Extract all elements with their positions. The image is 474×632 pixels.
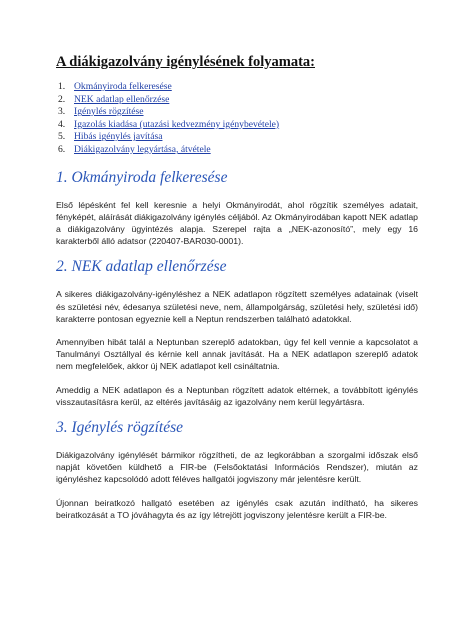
toc-item[interactable] [56,144,418,157]
toc-item[interactable] [56,119,418,132]
toc-number: 5. [58,131,66,143]
toc-item[interactable] [56,81,418,94]
table-of-contents [56,81,418,157]
toc-link-hibas-igenyles[interactable]: Hibás igénylés javítása [74,131,163,143]
toc-item[interactable] [56,106,418,119]
toc-item[interactable] [56,94,418,107]
toc-number: 4. [58,118,66,130]
toc-number: 3. [58,106,66,118]
toc-number: 6. [58,143,66,155]
toc-number: 1. [58,81,66,92]
toc-link-legyartas-atvetel[interactable]: Diákigazolvány legyártása, átvétele [74,143,211,155]
toc-item[interactable] [56,131,418,144]
section-heading: 1. Okmányiroda felkeresése [56,168,228,186]
toc-link-okmanyiroda[interactable]: Okmányiroda felkeresése [74,81,172,92]
section-igenyles-rogzitese [56,419,418,521]
section-okmanyiroda [56,169,418,248]
section-nek-adatlap [56,258,418,408]
paragraph: Amennyiben hibát talál a Neptunban szereplő adatokban, úgy fel kell vennie a kapcsolatot a Tanulmányi Osztállyal és kérnie kell annak javítását. Ha a NEK adatlapon szereplő adatok nem megfelelőek, akkor új NEK adatlapot kell csináltatnia. [56,336,418,372]
toc-link-nek-adatlap[interactable]: NEK adatlap ellenőrzése [74,93,170,105]
paragraph: Újonnan beiratkozó hallgató esetében az igénylés csak azután indítható, ha sikeres beiratkozását a TO jóváhagyta és az így létrejött jogviszony jelentésre került a FIR-be. [56,497,418,520]
toc-link-igazolas-kiadasa[interactable]: Igazolás kiadása (utazási kedvezmény igénybevétele) [74,118,280,130]
paragraph: Diákigazolvány igénylését bármikor rögzítheti, de az legkorábban a szorgalmi időszak első napját követően küldhető a FIR-be (Felsőoktatási Információs Rendszer), miután az igényléshez kapcsolódó adott féléves hallgatói jogviszony már jelentésre került. [56,450,418,485]
toc-number: 2. [58,93,66,105]
section-heading: 3. Igénylés rögzítése [56,419,183,436]
paragraph: A sikeres diákigazolvány-igényléshez a NEK adatlapon rögzített személyes adatainak (viselt és születési név, édesanya születési neve, nem, állampolgárság, születési hely, születési idő) karakterre pontosan egyeznie kell a Neptun rendszerben található adatokkal. [56,289,418,324]
paragraph: Ameddig a NEK adatlapon és a Neptunban rögzített adatok eltérnek, a továbbított igénylés visszautasításra kerül, az eltérés javításáig az igazolvány nem kerül legyártásra. [56,384,418,407]
section-heading: 2. NEK adatlap ellenőrzése [56,258,227,276]
page-title: A diákigazolvány igénylésének folyamata: [56,54,315,70]
paragraph: Első lépésként fel kell keresnie a helyi Okmányirodát, ahol rögzítik személyes adatait, fényképét, aláírását diákigazolvány igénylés céljából. Az Okmányirodában kapott NEK adatlap a diákigazolvány ügyintézés alapja. Szerepel rajta a „NEK-azonosító”, mely egy 16 karakterből álló adatsor (220407-BAR030-0001). [56,199,418,247]
toc-link-igenyles-rogzitese[interactable]: Igénylés rögzítése [74,106,144,118]
